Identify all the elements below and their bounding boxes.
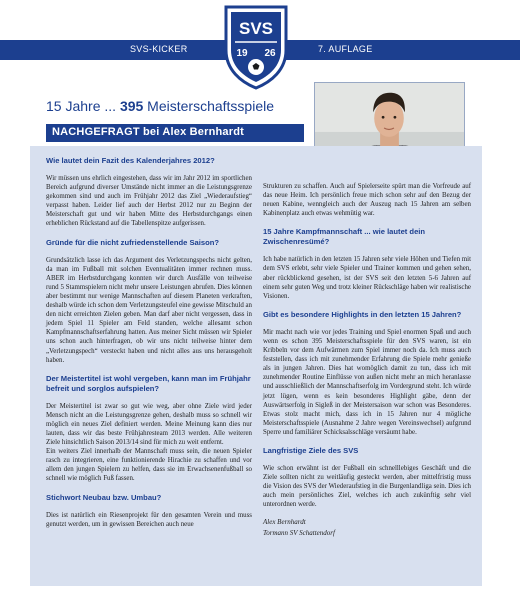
- answer-paragraph: Grundsätzlich lasse ich das Argument des Verletzungspechs nicht gelten, da man im Fußball mit solchen Eventualitäten immer rechnen muss. ABER im Herbstdurchgang konnten wir durch Ausfälle von teilweise rund 5 Stammspielern nicht mehr unsere Leistungen abrufen. Dies können aber bestimmt nur wenige Mannschaften auf diesem Planeten verkraften, deshalb würde ich schon dem Verletzungsteufel eine gewisse Mitschuld an den nicht erreichten Zielen geben. Man darf aber nicht vergessen, dass in jedem Spiel 11 Spieler am Feld standen, welche allesamt schon Kampfmannschaftserfahrung hatten. Aus meiner Sicht müssen wir Spieler uns schon auch hinterfragen, ob wir uns nicht teilweise hinter dem „Verletzungspech“ versteckt haben und nicht alles aus uns herausgeholt haben.: [46, 256, 252, 364]
- question-heading: Wie lautet dein Fazit des Kalenderjahres 2012?: [46, 156, 215, 165]
- question-heading: Stichwort Neubau bzw. Umbau?: [46, 492, 162, 502]
- header-right-text: 7. AUFLAGE: [318, 44, 373, 54]
- answer-paragraph: Strukturen zu schaffen. Auch auf Spielerseite spürt man die Vorfreude auf das neue Heim. Ich persönlich freue mich schon sehr auf den Bezug der neuen Kabine, wenngleich auch der Auszug nach 15 Jahren am selben Kabinenplatz auch etwas wehmütig war.: [263, 183, 471, 218]
- answer-paragraph: Wir müssen uns ehrlich eingestehen, dass wir im Jahr 2012 im sportlichen Bereich aufgrund diverser Umstände nicht immer an die Leistungsgrenze gekommen sind und auch im Frühjahr 2012 das Ziel „Wiederaufstieg“ verpasst haben. Leider lief auch der Herbst 2012 nur zu Beginn der Meisterschaft gut und wir haben Mitte des Herbstdurchgangs einen erheblichen Rückstand auf die Tabellenspitze aufgerissen.: [46, 175, 252, 228]
- logo-text: SVS: [238, 19, 274, 38]
- right-column: [263, 182, 471, 538]
- answer-paragraph: Der Meistertitel ist zwar so gut wie weg, aber ohne Ziele wird jeder Mensch nicht an die Leistungsgrenze gehen, deshalb muss so schnell wir möglich ein neues Ziel definiert werden. Meine Meinung kann dies nur lauten, dass wir das beste Frühjahresteam 2013 werden. Alle weiteren Ziele hinsichtlich Saison 2013/14 sind für mich zu weit entfernt.: [46, 402, 252, 447]
- question-heading: Langfristige Ziele des SVS: [263, 445, 359, 455]
- answer-paragraph: Dies ist natürlich ein Riesenprojekt für den gesamten Verein und muss genutzt werden, um in gewissen Bereichen auch neue: [46, 511, 252, 528]
- left-column: [46, 156, 252, 538]
- answer-paragraph: Ich habe natürlich in den letzten 15 Jahren sehr viele Höhen und Tiefen mit dem SVS erlebt, sehr viele Spieler und Trainer kommen und gehen sehen, aber rückblickend gesehen, ist der SVS seit den letzten 5-6 Jahren auf einem sehr guten Weg und trotz kleiner Rückschläge haben wir realistische Visionen.: [263, 256, 471, 300]
- question-heading: Gibt es besondere Highlights in den letzten 15 Jahren?: [263, 309, 462, 319]
- logo-year-right: 26: [264, 48, 276, 59]
- logo-year-left: 19: [236, 48, 248, 59]
- answer-paragraph: Ein weiters Ziel innerhalb der Mannschaft muss sein, die neuen Spieler rasch zu integrieren, eine funktionierende Hirachie zu schaffen und vor allem den jungen Spielern zu helfen, dass sie im Erwachsenenfußball so schnell wie möglich Fuß fassen.: [46, 448, 252, 483]
- page-headline: 15 Jahre ... 395 Meisterschaftsspiele: [46, 98, 275, 114]
- section-title-bar: NACHGEFRAGT bei Alex Bernhardt: [46, 124, 304, 142]
- club-logo: [223, 4, 289, 90]
- question-heading: Gründe für die nicht zufriedenstellende Saison?: [46, 237, 219, 247]
- question-heading: 15 Jahre Kampfmannschaft ... wie lautet dein Zwischenresümé?: [263, 227, 426, 247]
- answer-paragraph: Mir macht nach wie vor jedes Training und Spiel enormen Spaß und auch wenn es schon 395 Meisterschaftsspiele für den SVS waren, ist ein Kribbeln vor dem Aufwärmen zum Spiel immer noch da. Ich muss auch feststellen, dass ich mit zunehmender Erfahrung die Spiele mehr genieße als in jungen Jahren. Dies hat womöglich damit zu tun, dass ich mit zunehmender Routine Einflüsse von außen nicht mehr an mich heranlasse und ausschließlich der Mannschaftserfolg im Vordergrund steht. Ich würde jetzt lügen, wenn es kein besonderes Highlight gäbe, denn der Auswärtserfolg in Sigleß in der Meistersaison war schon was Besonderes. Etwas stolz macht mich, dass ich in 15 Jahren nur 4 mögliche Meisterschaftsspiele (Ausnahme 2 Jahre wegen Vereinswechsel) aufgrund Sperre und familiärer Schicksalsschläge versäumt habe.: [263, 328, 471, 436]
- header-left-text: SVS-KICKER: [130, 44, 188, 54]
- question-heading: Der Meistertitel ist wohl vergeben, kann man im Frühjahr befreit und sorglos aufspielen?: [46, 373, 251, 393]
- answer-paragraph: Wie schon erwähnt ist der Fußball ein schnelllebiges Geschäft und die Ziele sollten nicht zu weitläufig gesteckt werden, aber mittelfristig muss die Vision des SVS der Wiederaufstieg in die Burgenlandliga sein. Dies ich auch mein persönliches Ziel, welches ich auch zukünftig sehr viel unterordnen werde.: [263, 464, 471, 509]
- signature-role: Tormann SV Schattendorf: [263, 529, 335, 538]
- signature-name: Alex Bernhardt: [263, 518, 306, 527]
